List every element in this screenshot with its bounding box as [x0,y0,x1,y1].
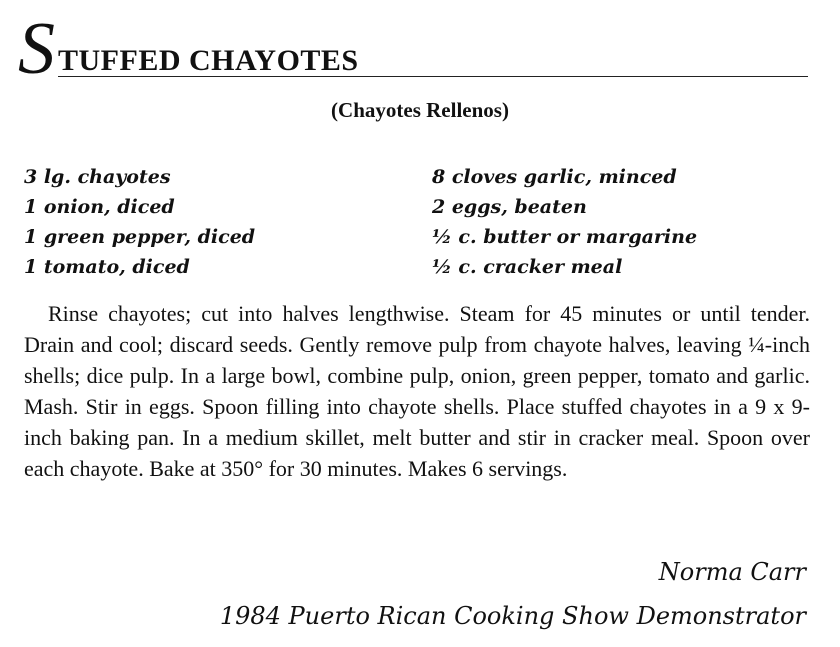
recipe-title [18,8,808,90]
ingredient-item: 8 cloves garlic, minced [432,166,677,188]
ingredient-item: 1 tomato, diced [24,256,190,278]
recipe-instructions: Rinse chayotes; cut into halves lengthwise. Steam for 45 minutes or until tender. Drain and cool; discard seeds. Gently remove pulp from chayote halves, leaving ¼-inch shells; dice pulp. In a large bowl, combine pulp, onion, green pepper, tomato and garlic. Mash. Stir in eggs. Spoon filling into chayote shells. Place stuffed chayotes in a 9 x 9-inch baking pan. In a medium skillet, melt butter and stir in cracker meal. Spoon over each chayote. Bake at 350° for 30 minutes. Makes 6 servings. [24,301,810,481]
ingredient-list [24,162,824,282]
title-underline [58,76,808,77]
title-drop-cap: S [18,8,55,90]
author-title: 1984 Puerto Rican Cooking Show Demonstrator [219,602,806,630]
ingredient-item: ½ c. cracker meal [432,256,623,278]
recipe-subtitle: (Chayotes Rellenos) [331,98,509,122]
ingredient-item: ½ c. butter or margarine [432,226,698,248]
ingredient-item: 1 onion, diced [24,196,175,218]
recipe-attribution [220,550,806,638]
author-name: Norma Carr [658,558,806,586]
ingredient-item: 1 green pepper, diced [24,226,256,248]
ingredient-item: 2 eggs, beaten [432,196,587,218]
ingredient-item: 3 lg. chayotes [24,166,171,188]
ingredient-column-right [432,162,824,282]
title-text: TUFFED CHAYOTES [58,44,359,77]
ingredient-column-left [24,162,432,282]
